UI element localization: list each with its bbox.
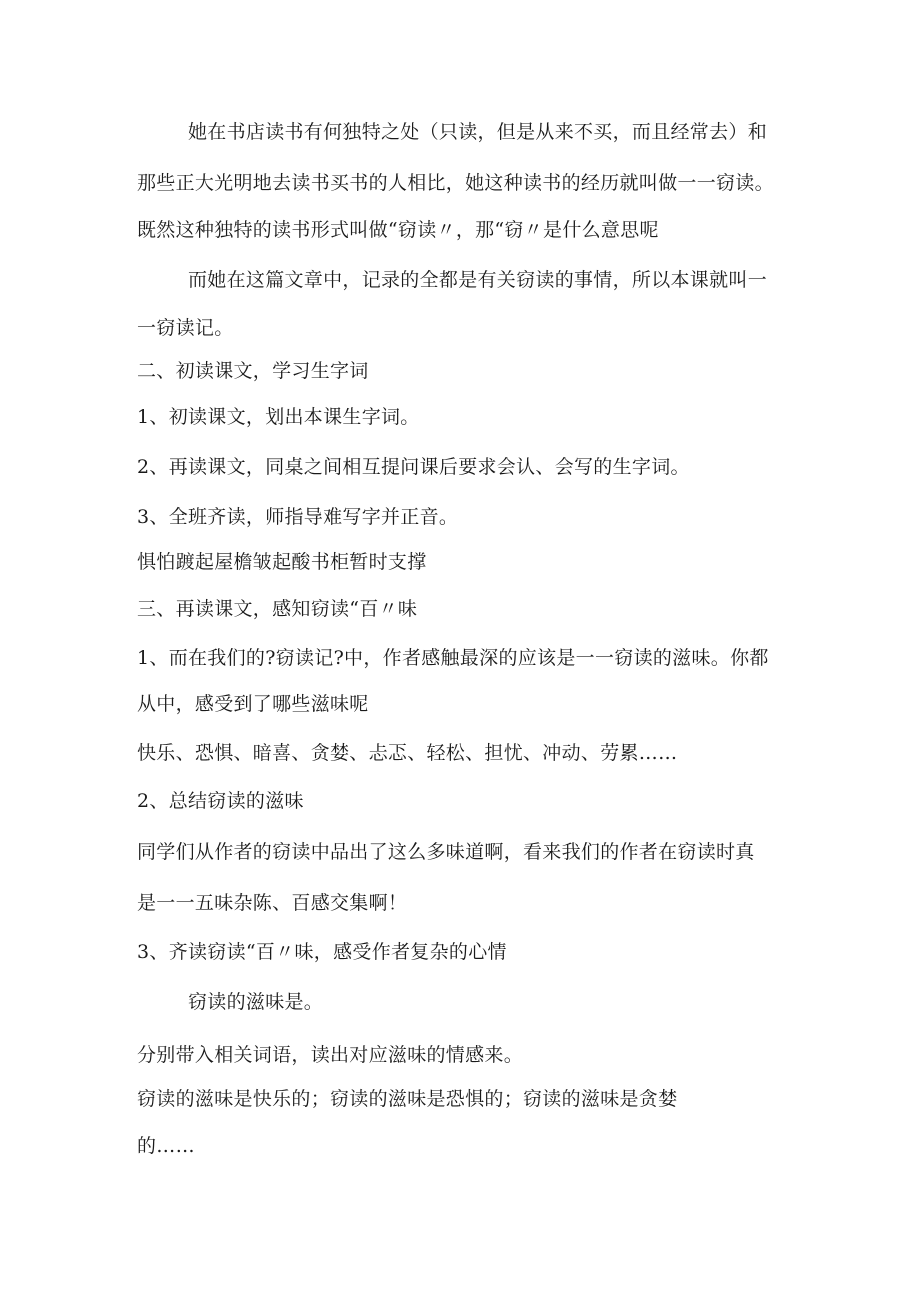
paragraph-line: 那些正大光明地去读书买书的人相比，她这种读书的经历就叫做一一窃读。 — [137, 172, 774, 194]
section-heading: 二、初读课文，学习生字词 — [137, 360, 369, 382]
paragraph-line: 一窃读记。 — [137, 317, 234, 339]
paragraph-line: 同学们从作者的窃读中品出了这么多味道啊，看来我们的作者在窃读时真 — [137, 841, 755, 863]
paragraph-line: 窃读的滋味是。 — [188, 991, 324, 1013]
paragraph-line: 是一一五味杂陈、百感交集啊！ — [137, 892, 408, 914]
paragraph-line: 的…… — [137, 1135, 195, 1157]
list-item: 1、而在我们的?窃读记?中，作者感触最深的应该是一一窃读的滋味。你都 — [137, 647, 769, 669]
paragraph-line: 既然这种独特的读书形式叫做“窃读〃，那“窃〃是什么意思呢 — [137, 219, 659, 241]
paragraph-line: 分别带入相关词语，读出对应滋味的情感来。 — [137, 1044, 524, 1066]
section-heading: 三、再读课文，感知窃读“百〃味 — [137, 598, 418, 620]
list-item: 2、总结窃读的滋味 — [137, 790, 304, 812]
paragraph-line: 窃读的滋味是快乐的；窃读的滋味是恐惧的；窃读的滋味是贪婪 — [137, 1088, 678, 1110]
paragraph-line: 她在书店读书有何独特之处（只读，但是从来不买，而且经常去）和 — [188, 121, 768, 143]
paragraph-line: 快乐、恐惧、暗喜、贪婪、忐忑、轻松、担忧、冲动、劳累…… — [137, 742, 678, 764]
list-item: 3、齐读窃读“百〃味，感受作者复杂的心情 — [137, 941, 507, 963]
list-item: 2、再读课文，同桌之间相互提问课后要求会认、会写的生字词。 — [137, 456, 690, 478]
list-item: 1、初读课文，划出本课生字词。 — [137, 406, 420, 428]
list-item: 3、全班齐读，师指导难写字并正音。 — [137, 506, 459, 528]
vocabulary-line: 惧怕踱起屋檐皱起酸书柜暂时支撑 — [137, 551, 427, 573]
paragraph-line: 从中，感受到了哪些滋味呢 — [137, 693, 369, 715]
paragraph-line: 而她在这篇文章中，记录的全都是有关窃读的事情，所以本课就叫一 — [188, 269, 768, 291]
